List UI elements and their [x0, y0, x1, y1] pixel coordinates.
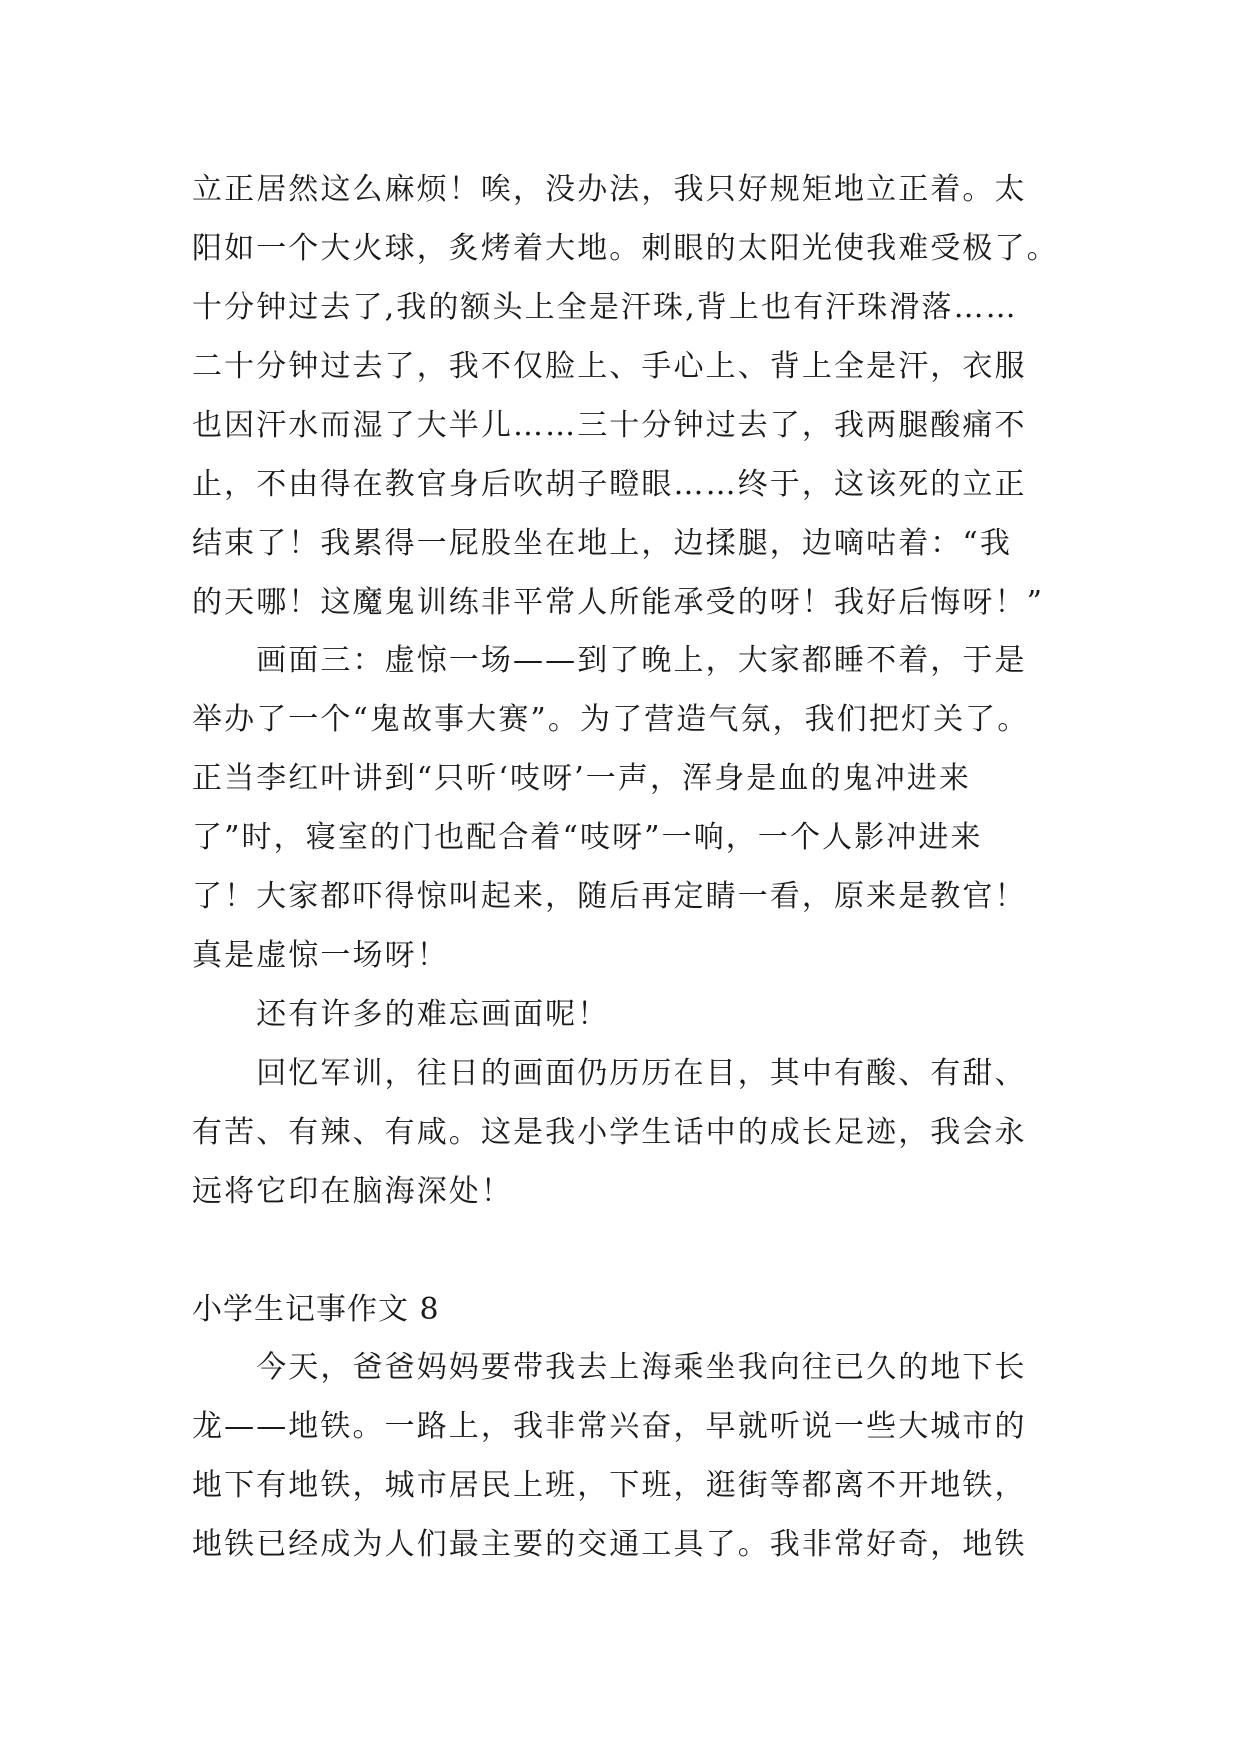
- paragraph-line: 远将它印在脑海深处！: [192, 1174, 513, 1209]
- paragraph-line: 正当李红叶讲到“只听‘吱呀’一声，浑身是血的鬼冲进来: [192, 761, 972, 796]
- paragraph-line: 立正居然这么麻烦！唉，没办法，我只好规矩地立正着。太: [192, 172, 1027, 207]
- paragraph-line: 真是虚惊一场呀！: [192, 938, 449, 973]
- paragraph-line: 也因汗水而湿了大半儿……三十分钟过去了，我两腿酸痛不: [192, 408, 1027, 443]
- paragraph-line: 今天，爸爸妈妈要带我去上海乘坐我向往已久的地下长: [192, 1350, 1027, 1385]
- paragraph-line: 结束了！我累得一屁股坐在地上，边揉腿，边嘀咕着：“我: [192, 526, 1012, 561]
- paragraph-line: 画面三：虚惊一场——到了晚上，大家都睡不着，于是: [192, 643, 1027, 678]
- paragraph-line: 了”时，寝室的门也配合着“吱呀”一响，一个人影冲进来: [192, 820, 983, 855]
- paragraph-line: 地下有地铁，城市居民上班，下班，逛街等都离不开地铁，: [192, 1468, 1027, 1503]
- paragraph-line: 地铁已经成为人们最主要的交通工具了。我非常好奇，地铁: [192, 1527, 1027, 1562]
- paragraph-line: 有苦、有辣、有咸。这是我小学生话中的成长足迹，我会永: [192, 1115, 1027, 1150]
- paragraph-line: 举办了一个“鬼故事大赛”。为了营造气氛，我们把灯关了。: [192, 702, 1030, 737]
- paragraph-line: 还有许多的难忘画面呢！: [192, 997, 610, 1032]
- paragraph-line: 龙——地铁。一路上，我非常兴奋，早就听说一些大城市的: [192, 1409, 1027, 1444]
- section-heading: 小学生记事作文 8: [192, 1292, 440, 1327]
- paragraph-line: 阳如一个大火球，炙烤着大地。刺眼的太阳光使我难受极了。: [192, 231, 1059, 266]
- paragraph-line: 的天哪！这魔鬼训练非平常人所能承受的呀！我好后悔呀！”: [192, 585, 1045, 620]
- paragraph-line: 回忆军训，往日的画面仍历历在目，其中有酸、有甜、: [192, 1056, 1027, 1091]
- paragraph-line: 十分钟过去了,我的额头上全是汗珠,背上也有汗珠滑落……: [192, 290, 1018, 325]
- paragraph-line: 了！大家都吓得惊叫起来，随后再定睛一看，原来是教官！: [192, 879, 1027, 914]
- paragraph-line: 二十分钟过去了，我不仅脸上、手心上、背上全是汗，衣服: [192, 349, 1027, 384]
- paragraph-line: 止，不由得在教官身后吹胡子瞪眼……终于，这该死的立正: [192, 467, 1027, 502]
